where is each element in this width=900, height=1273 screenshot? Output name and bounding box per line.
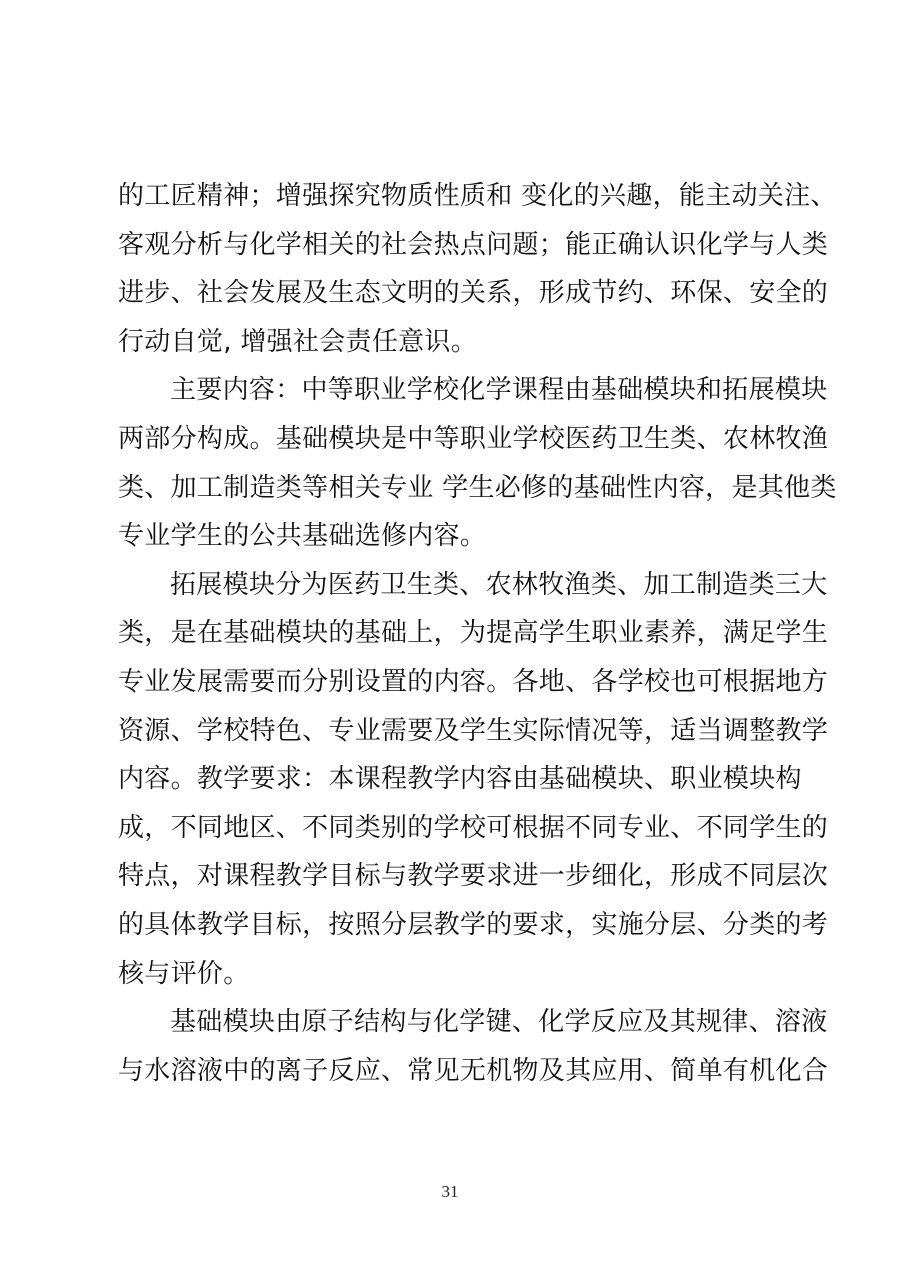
paragraph-first-line: 拓展模块分为医药卫生类、农林牧渔类、加工制造类三大 bbox=[170, 569, 828, 600]
body-text bbox=[118, 172, 837, 1095]
text-line: 核与评价。 bbox=[118, 958, 250, 989]
text-line: 内容。教学要求：本课程教学内容由基础模块、职业模块构 bbox=[118, 764, 802, 795]
text-line: 行动自觉, 增强社会责任意识。 bbox=[118, 326, 478, 357]
text-line: 特点，对课程教学目标与教学要求进一步细化，形成不同层次 bbox=[118, 861, 829, 892]
paragraph-first-line: 基础模块由原子结构与化学键、化学反应及其规律、溶液 bbox=[170, 1007, 828, 1038]
text-line: 进步、社会发展及生态文明的关系，形成节约、环保、安全的 bbox=[118, 278, 829, 309]
text-line: 资源、学校特色、专业需要及学生实际情况等，适当调整教学 bbox=[118, 715, 829, 746]
text-line: 成，不同地区、不同类别的学校可根据不同专业、不同学生的 bbox=[118, 812, 829, 843]
paragraph-first-line: 主要内容：中等职业学校化学课程由基础模块和拓展模块 bbox=[170, 375, 828, 406]
text-line: 客观分析与化学相关的社会热点问题；能正确认识化学与人类 bbox=[118, 229, 829, 260]
text-line: 专业学生的公共基础选修内容。 bbox=[118, 521, 487, 552]
page-number: 31 bbox=[441, 1182, 459, 1201]
text-line: 与水溶液中的离子反应、常见无机物及其应用、简单有机化合 bbox=[118, 1055, 829, 1086]
text-line: 的工匠精神；增强探究物质性质和 变化的兴趣，能主动关注、 bbox=[118, 181, 837, 211]
text-line: 的具体教学目标，按照分层教学的要求，实施分层、分类的考 bbox=[118, 909, 829, 940]
text-line: 类，是在基础模块的基础上，为提高学生职业素养，满足学生 bbox=[118, 618, 829, 649]
text-line: 专业发展需要而分别设置的内容。各地、各学校也可根据地方 bbox=[118, 666, 829, 697]
text-line: 两部分构成。基础模块是中等职业学校医药卫生类、农林牧渔 bbox=[118, 423, 829, 454]
text-line: 类、加工制造类等相关专业 学生必修的基础性内容，是其他类 bbox=[118, 472, 837, 503]
